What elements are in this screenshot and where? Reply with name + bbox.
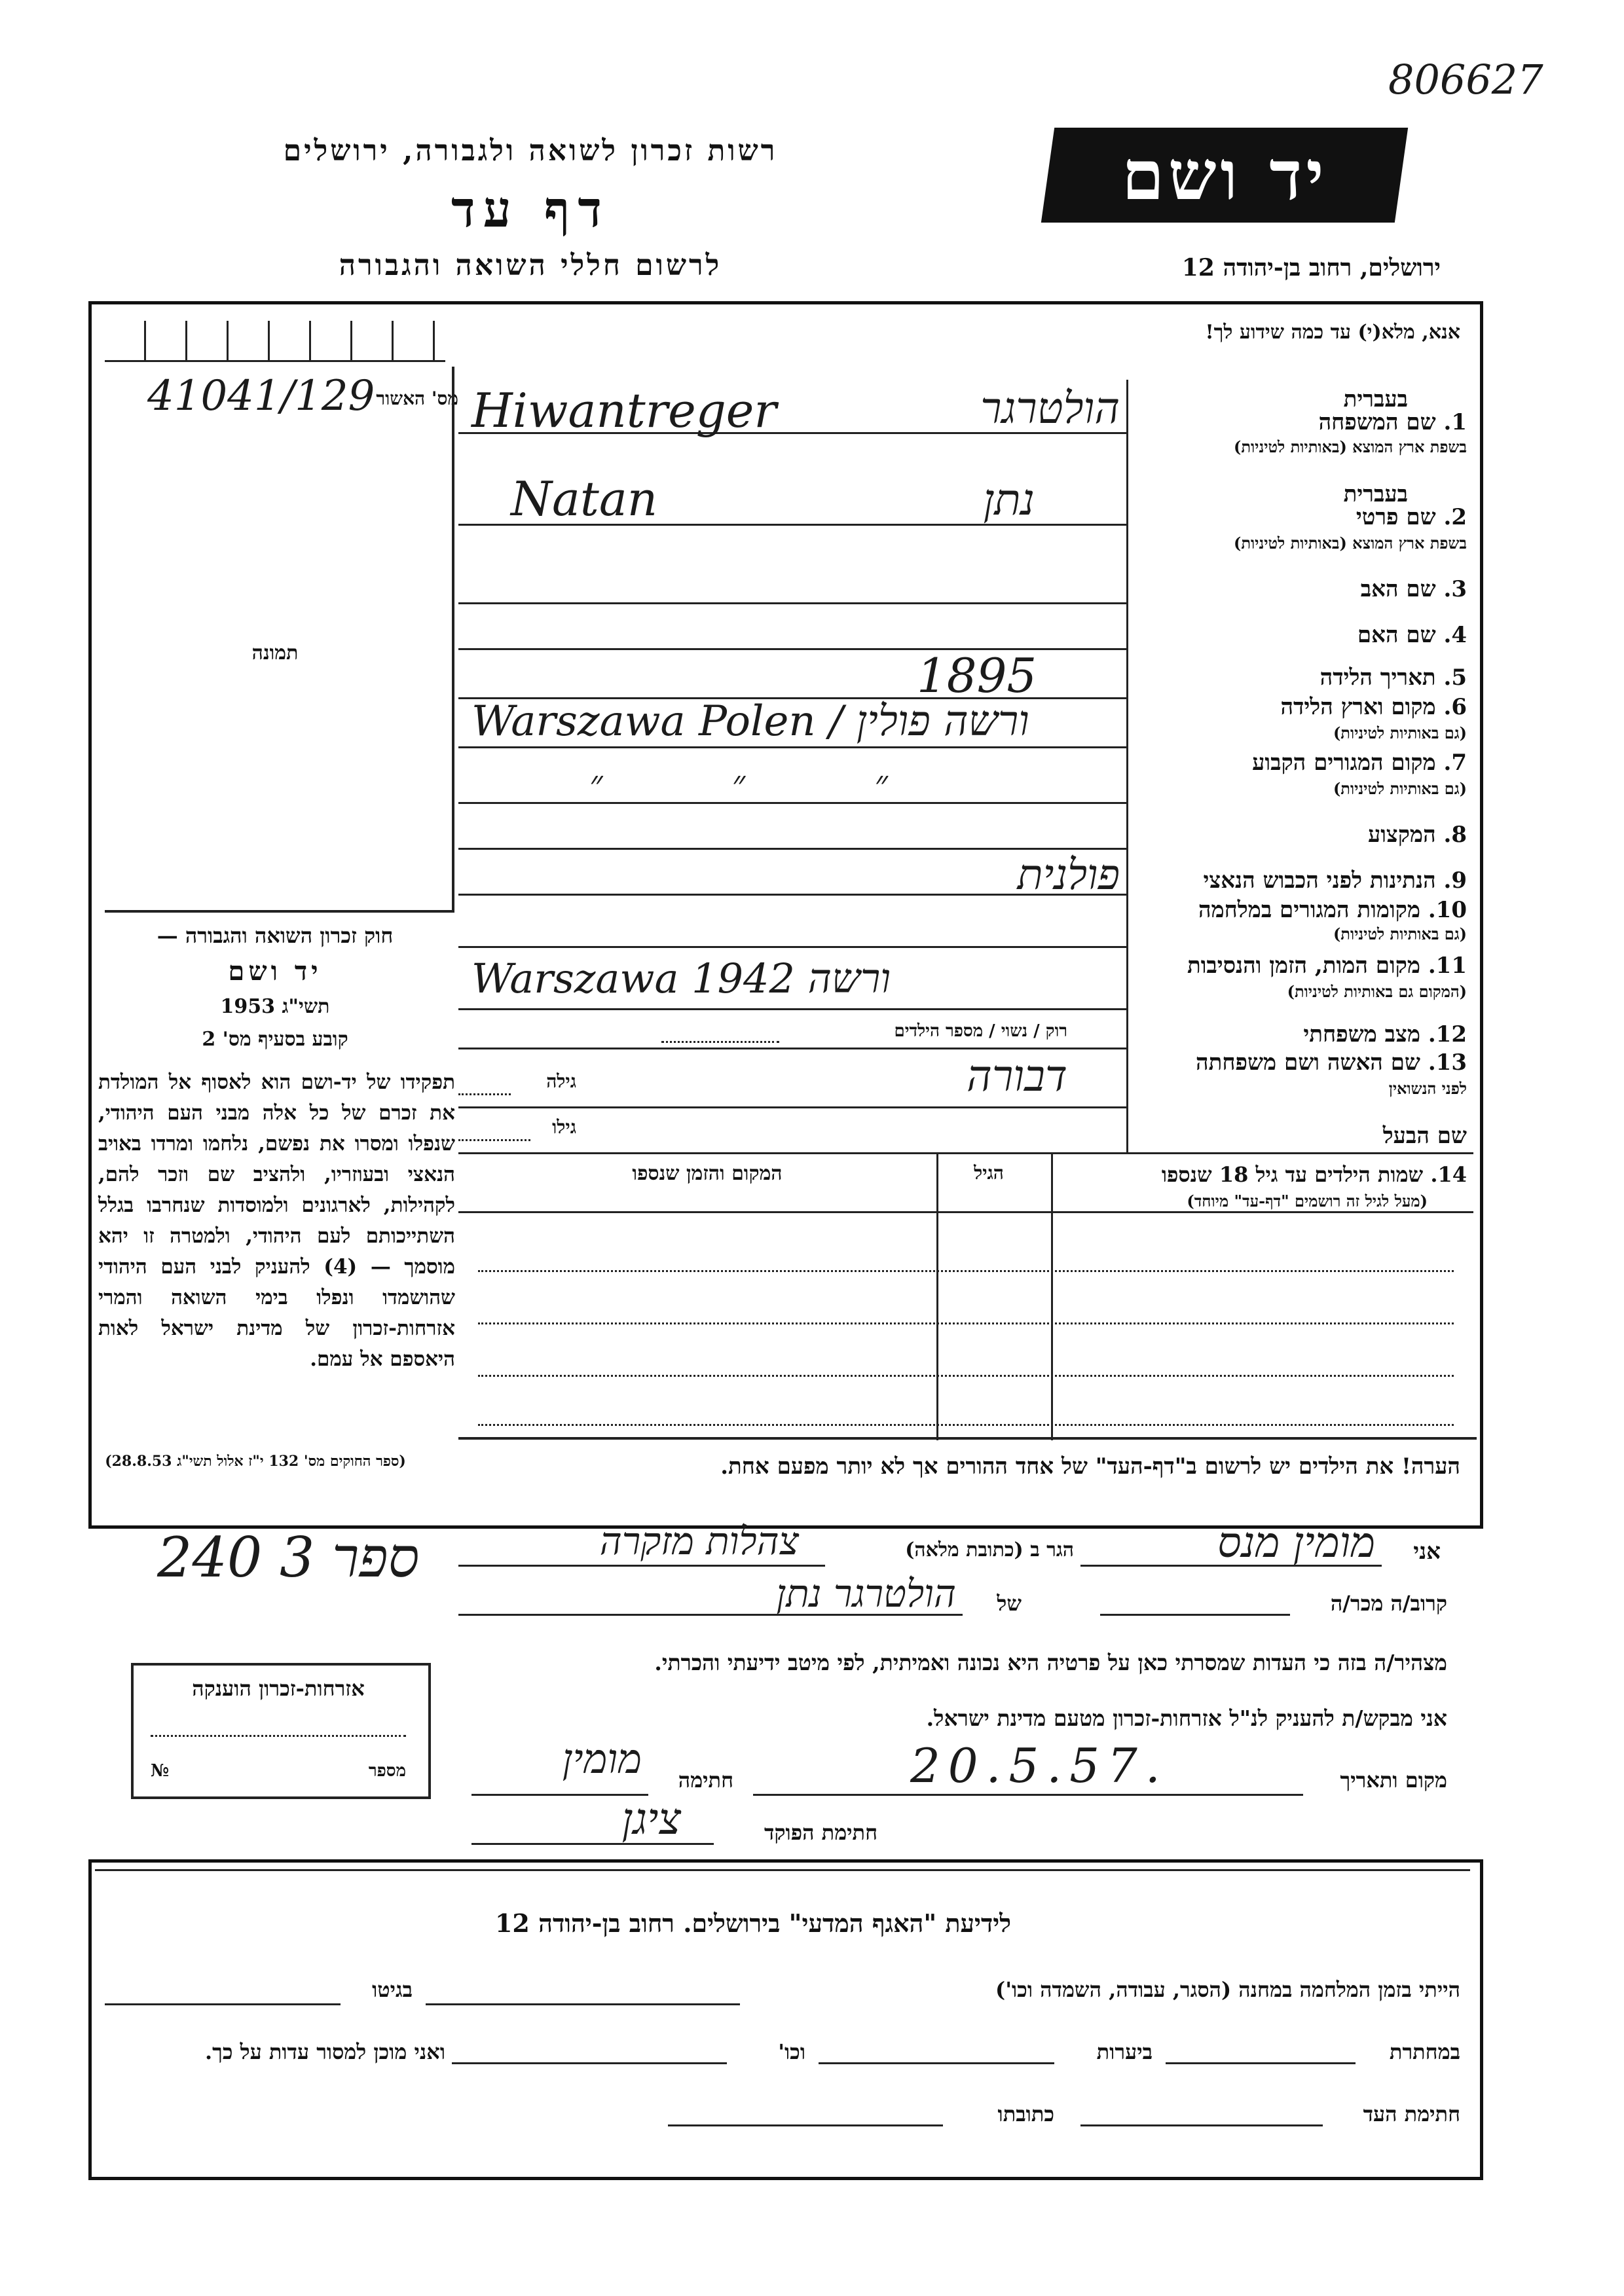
- address: ירושלים, רחוב בן-יהודה 12: [1181, 254, 1441, 282]
- children-row-2: [478, 1322, 1454, 1324]
- f6-value: Warszawa Polen / ורשה פולין: [471, 697, 1029, 746]
- f1-sub: בשפת ארץ המוצא (באותיות לטיניות): [1234, 437, 1467, 456]
- children-col-1: [1051, 1152, 1053, 1440]
- f8-label: 8. המקצוע: [1367, 822, 1467, 848]
- f14-sub: (מעל לגיל זה רושמים "דף-עד" מיוחד): [1187, 1192, 1428, 1211]
- f9-label: 9. הנתינות לפני הכבוש הנאצי: [1203, 867, 1467, 894]
- instruction: אנא, מלא(י) עד כמה שידוע לך!: [1205, 321, 1460, 344]
- f1-hebrew-label: בעברית: [1343, 386, 1408, 412]
- f3-line: [458, 602, 1126, 604]
- decl-of-line: [458, 1614, 963, 1616]
- f5-label: 5. תאריך הלידה: [1320, 665, 1467, 691]
- photo-box: [105, 367, 454, 913]
- f12-label: 12. מצב משפחתי: [1303, 1021, 1467, 1048]
- info-line-1-fill: [426, 2003, 740, 2005]
- f11-label: 11. מקום המות, הזמן והנסיבות: [1187, 953, 1467, 979]
- husband-age-label: גילו: [552, 1116, 576, 1138]
- info-address-line: [668, 2124, 943, 2126]
- logo: [1041, 128, 1408, 223]
- decl-ani: אני: [1413, 1539, 1441, 1565]
- f1-latin-value: Hiwantreger: [471, 383, 777, 438]
- f2-hebrew-label: בעברית: [1343, 481, 1408, 507]
- f12-children-line: [661, 1041, 779, 1043]
- f13-line: [458, 1106, 1126, 1108]
- decl-address-value: צהלות מזקרה: [599, 1519, 799, 1563]
- f7-sub: (גם באותיות לטיניות): [1333, 779, 1467, 798]
- law-clause: קובע בסעיף מס' 2: [202, 1028, 348, 1051]
- f10-sub: (גם באותיות לטיניות): [1333, 924, 1467, 943]
- citizenship-number: מספר: [368, 1761, 406, 1781]
- f13-label: 13. שם האשה ושם משפחתה: [1196, 1049, 1467, 1076]
- archive-number: 806627: [1388, 56, 1543, 103]
- law-year: תשי"ג 1953: [220, 995, 330, 1018]
- decl-officer: חתימת הפוקד: [764, 1820, 877, 1845]
- decl-relative-line: [1100, 1614, 1290, 1616]
- f11-value: Warszawa 1942 ורשה: [471, 955, 891, 1002]
- info-underground: במחתרת: [1389, 2039, 1460, 2064]
- form-title: דף עד: [451, 180, 610, 238]
- info-ghetto-line: [105, 2003, 341, 2005]
- photo-label: תמונה: [251, 642, 299, 665]
- children-row-3: [478, 1375, 1454, 1377]
- citizenship-line-1: [151, 1735, 406, 1737]
- decl-officer-value: ציגן: [621, 1794, 681, 1844]
- husband-age-line: [458, 1139, 530, 1141]
- f2-label: 2. שם פרטי: [1356, 504, 1467, 530]
- children-row-4: [478, 1424, 1454, 1426]
- f8-line: [458, 848, 1126, 850]
- info-forests: ביערות: [1096, 2039, 1153, 2064]
- info-forests-line: [819, 2062, 1054, 2064]
- info-ghetto: בגיטו: [372, 1977, 413, 2002]
- citizenship-no: №: [151, 1761, 170, 1781]
- decl-of-value: הולטרגר נתן: [776, 1571, 956, 1616]
- wife-age-line: [458, 1093, 511, 1095]
- info-etc: וכו': [778, 2039, 805, 2064]
- law-text: תפקידו של יד-ושם הוא לאסוף אל המולדת את זכרם של כל אלה מבני העם היהודי, שנפלו ומסרו את נפשם, נלחמו ומרדו באויב הנאצי ובעוזריו, ולהציב שם וזכר להם, לקהילות, לארגונים ולמוסדות שנחרבו בגלל השתייכותם לעם היהודי, ולמטרה זו יהא מוסמך — (4) להעניק לבני העם היהודי שהושמדו ונפלו בימי השואה והמרי אזרחות-זכרון של מדינת ישראל לאות היאספם אל עמם.: [98, 1070, 455, 1371]
- approval-label: מס' האשור: [376, 388, 458, 409]
- f2-sub: בשפת ארץ המוצא (באותיות לטיניות): [1234, 534, 1467, 553]
- decl-address-line: [458, 1565, 825, 1567]
- law-title: חוק זכרון השואה והגבורה —: [157, 923, 394, 948]
- f11-sub: (המקום גם באותיות לטיניות): [1287, 982, 1467, 1001]
- info-etc-line: [452, 2062, 727, 2064]
- decl-signature: חתימה: [678, 1768, 733, 1793]
- f13-value: דבורה: [967, 1051, 1067, 1101]
- form-subtitle: לרשום חללי השואה והגבורה: [339, 249, 722, 282]
- children-col-2: [936, 1152, 938, 1440]
- f7-value: ״ ״ ״: [589, 763, 947, 804]
- f5-value: 1895: [917, 648, 1037, 703]
- husband-label: שם הבעל: [1382, 1123, 1467, 1149]
- children-row-1: [478, 1270, 1454, 1272]
- f1-label: 1. שם המשפחה: [1318, 409, 1467, 435]
- decl-date-value: 20.5.57.: [910, 1738, 1168, 1793]
- decl-resides: הגר ב (כתובת מלאה): [905, 1539, 1074, 1561]
- info-box: [88, 1859, 1483, 2180]
- f11-line: [458, 1008, 1126, 1010]
- margin-note: 240 ספר 3: [157, 1525, 420, 1590]
- citizenship-title: אזרחות-זכרון הוענקה: [192, 1676, 365, 1701]
- law-name: יד ושם: [228, 956, 322, 987]
- f13-sub: לפני הנשואין: [1388, 1079, 1467, 1098]
- children-header-line: [458, 1211, 1473, 1213]
- law-reference: (ספר החוקים מס' 132 י"ז אלול תשי"ג 28.8.53): [105, 1453, 406, 1470]
- decl-ani-value: מומין מנס: [1217, 1519, 1375, 1567]
- f12-options: רוק / נשוי / מספר הילדים: [894, 1021, 1067, 1041]
- f14-label: 14. שמות הילדים עד גיל 18 שנספו: [1161, 1162, 1467, 1187]
- f3-label: 3. שם האב: [1360, 576, 1467, 602]
- decl-relative: קרוב/ה מכר/ה: [1330, 1591, 1447, 1616]
- decl-signature-value: מומין: [562, 1735, 642, 1783]
- decl-place-date: מקום ותאריך: [1340, 1768, 1447, 1793]
- decl-ani-line: [1080, 1565, 1382, 1567]
- f1-hebrew-value: הולטרגר: [980, 383, 1120, 433]
- info-title: לידיעת "האגף המדעי" בירושלים. רחוב בן-יהודה 12: [494, 1908, 1012, 1938]
- decl-date-line: [753, 1794, 1303, 1796]
- f6-sub: (גם באותיות לטיניות): [1333, 723, 1467, 742]
- f4-label: 4. שם האם: [1357, 622, 1467, 648]
- f9-value: פולנית: [1017, 851, 1120, 900]
- authority-name: רשות זכרון לשואה ולגבורה, ירושלים: [283, 134, 778, 168]
- logo-text: יד ושם: [1121, 135, 1328, 215]
- f12-line: [458, 1048, 1126, 1049]
- husband-line: [458, 1152, 1473, 1154]
- children-age-header: הגיל: [974, 1162, 1004, 1184]
- info-witness-line: [1080, 2124, 1323, 2126]
- f6-label: 6. מקום וארץ הלידה: [1280, 694, 1467, 720]
- decl-statement: מצהיר/ה בזה כי העדות שמסרתי כאן על פרטיה היא נכונה ואמיתית, לפי מיטב ידיעתי והכרתי.: [654, 1650, 1447, 1675]
- decl-request: אני מבקש/ת להעניק לנ"ל אזרחות-זכרון מטעם מדינת ישראל.: [926, 1705, 1447, 1731]
- info-witness-sign: חתימת העד: [1363, 2102, 1460, 2126]
- approval-value: 41041/129: [147, 372, 375, 420]
- f10-line: [458, 946, 1126, 948]
- f2-latin-value: Natan: [511, 471, 658, 526]
- approval-ticks: [105, 321, 445, 362]
- info-address: כתובתו: [997, 2102, 1054, 2126]
- decl-of: של: [997, 1591, 1022, 1616]
- f2-hebrew-value: נתן: [983, 475, 1035, 525]
- label-divider: [1126, 380, 1128, 1152]
- f10-label: 10. מקומות המגורים במלחמה: [1198, 897, 1467, 923]
- note-text: הערה! את הילדים יש לרשום ב"דף-העד" של אחד ההורים אך לא יותר מפעם אחת.: [720, 1453, 1460, 1480]
- info-line-1: הייתי בזמן המלחמה במחנה (הסגר, עבודה, השמדה וכו'): [995, 1977, 1460, 2002]
- info-top-rule: [95, 1869, 1470, 1871]
- f6-line: [458, 746, 1126, 748]
- children-place-header: המקום והזמן שנספו: [632, 1162, 783, 1185]
- info-underground-line: [1166, 2062, 1356, 2064]
- decl-officer-line: [471, 1843, 714, 1845]
- info-ready: ואני מוכן למסור עדות על כך.: [204, 2039, 445, 2064]
- wife-age-label: גילה: [546, 1070, 576, 1092]
- f7-label: 7. מקום המגורים הקבוע: [1252, 750, 1467, 776]
- note-top-line: [458, 1437, 1477, 1440]
